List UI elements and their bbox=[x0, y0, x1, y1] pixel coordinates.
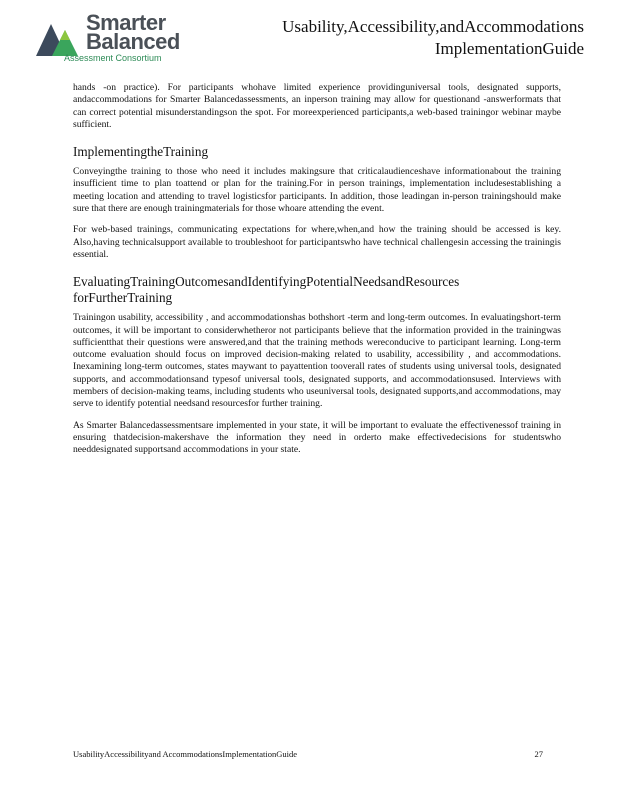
section-heading-evaluating-line2: forFurtherTraining bbox=[73, 290, 173, 306]
implementing-paragraph-1: Conveyingthe training to those who need it includes makingsure that criticalaudienceshave informationabout the training insufficient time to plan toattend or plan for the training.For in person trainings, implementation includesestablishing a meeting location and attending to travel logisticsfor participants. In addition, those leadingan in-person trainingshould make sure that there are enough trainingmaterials for those whoare attending the event. bbox=[73, 166, 561, 215]
implementing-paragraph-2: For web-based trainings, communicating expectations for where,when,and how the training should be accessed is key. Also,having technicalsupport available to troubleshoot for participantswho have technical challengesin accessing the trainingis essential. bbox=[73, 224, 561, 260]
logo-tagline: Assessment Consortium bbox=[64, 53, 162, 63]
page-body bbox=[73, 82, 561, 466]
section-heading-evaluating bbox=[73, 274, 561, 306]
smarter-balanced-logo bbox=[34, 12, 184, 64]
document-title-line1: Usability,Accessibility,andAccommodations bbox=[282, 17, 584, 36]
logo-word-balanced: Balanced bbox=[86, 29, 180, 54]
logo-triangles-icon bbox=[34, 18, 84, 58]
section-heading-implementing: ImplementingtheTraining bbox=[73, 144, 209, 160]
footer-guide-title: UsabilityAccessibilityand AccommodationsImplementationGuide bbox=[73, 749, 298, 759]
evaluating-paragraph-2: As Smarter Balancedassessmentsare implemented in your state, it will be important to evaluate the effectivenessof training in ensuring thatdecision-makershave the information they need in orderto make effectivedecisions for studentswho needdesignated supportsand accommodations in your state. bbox=[73, 419, 561, 456]
intro-paragraph: hands -on practice). For participants whohave limited experience providinguniversal tools, designated supports, andaccommodations for Smarter Balancedassessments, an inperson training may allow for questionand -answerformats that can correct potential misunderstandingson the spot. For moreexperienced participants,a web-based trainingor webinar maybe sufficient. bbox=[73, 82, 561, 130]
evaluating-paragraph-1: Trainingon usability, accessibility , and accommodationshas bothshort -term and long-term outcomes. In evaluatingshort-term outcomes, it will be important to considerwhetheror not participants believe that the information provided in the trainingwas sufficientthat their questions were answered,and that the training methods wereconducive to participant learning. Long-term outcome evaluation should focus on improved decision-making related to usability, accessibility , and accommodations. Inexamining long-term outcomes, states maywant to payattention tooverall rates of students using universal tools, designated supports, and accommodationsand typesof universal tools, designated supports, and accommodationsused. Interviews with members of decision-making teams, including students who useuniversal tools, designated supports,and accommodations, may serve to identify potential needsand resourcesfor further training. bbox=[73, 312, 561, 410]
document-title bbox=[282, 16, 584, 60]
logo-word-smarter: Smarter bbox=[86, 10, 166, 35]
document-title-line2: ImplementationGuide bbox=[434, 39, 584, 58]
section-heading-evaluating-line1: EvaluatingTrainingOutcomesandIdentifyingPotentialNeedsandResources bbox=[73, 274, 460, 290]
page-number: 27 bbox=[534, 749, 543, 759]
